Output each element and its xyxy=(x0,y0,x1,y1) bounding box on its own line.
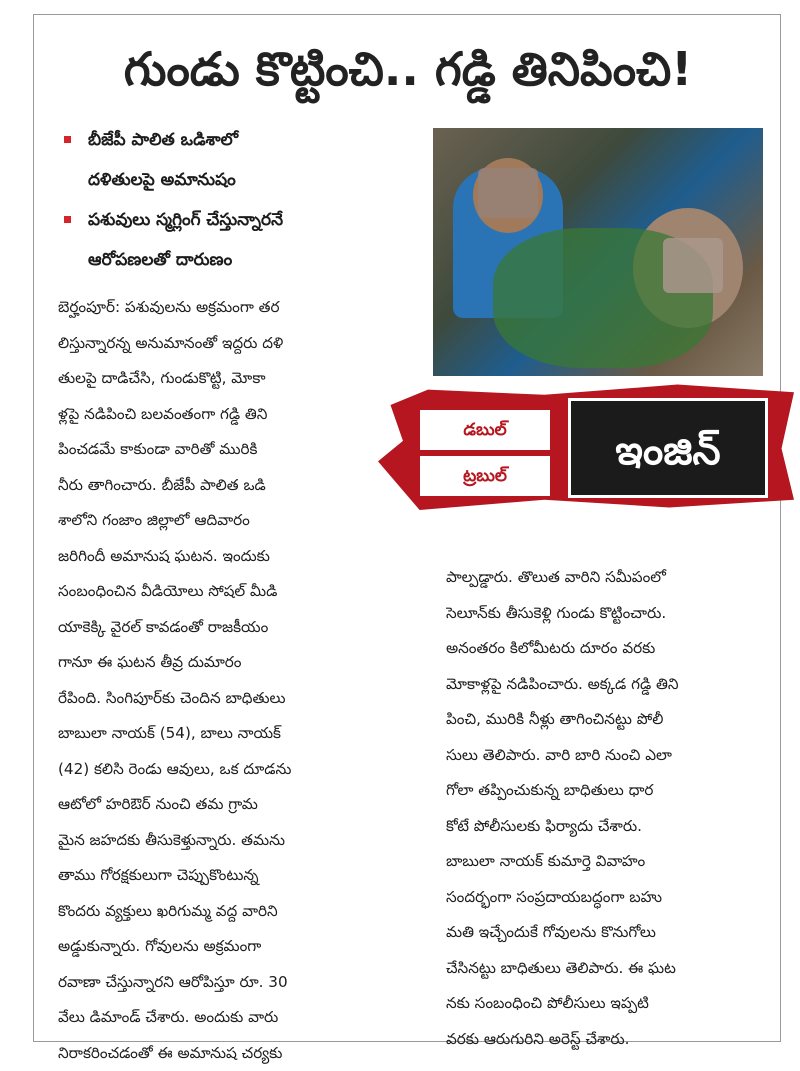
news-photo xyxy=(433,128,763,376)
article-line: బాబులా నాయక్ కుమార్తె వివాహం xyxy=(446,844,756,880)
bullet-square-icon xyxy=(64,216,71,223)
article-line: నీరు తాగించారు. బీజేపీ పాలిత ఒడి xyxy=(58,468,414,504)
article-line: మోకాళ్లపై నడిపించారు. అక్కడ గడ్డి తిని xyxy=(446,667,756,703)
article-line: సులు తెలిపారు. వారి బారి నుంచి ఎలా xyxy=(446,738,756,774)
bullet-text: ఆరోపణలతో దారుణం xyxy=(88,250,232,270)
article-line: పాల్పడ్డారు. తొలుత వారిని సమీపంలో xyxy=(446,560,756,596)
banner-left-labels xyxy=(420,410,550,498)
article-line: నకు సంబంధించి పోలీసులు ఇప్పటి xyxy=(446,986,756,1022)
bullet-item xyxy=(58,200,418,240)
article-line: ళ్లపై నడిపించి బలవంతంగా గడ్డి తిని xyxy=(58,397,414,433)
bullet-item xyxy=(58,120,418,160)
article-line: మతి ఇచ్చేందుకే గోవులను కొనుగోలు xyxy=(446,915,756,951)
article-line: యాకెక్కి వైరల్ కావడంతో రాజకీయం xyxy=(58,610,414,646)
article-line: సెలూన్‌కు తీసుకెళ్లి గుండు కొట్టించారు. xyxy=(446,596,756,632)
article-line: తులపై దాడిచేసి, గుండుకొట్టి, మోకా xyxy=(58,361,414,397)
article-line: మైన జహదకు తీసుకెళ్తున్నారు. తమను xyxy=(58,823,414,859)
article-line: అడ్డుకున్నారు. గోవులను అక్రమంగా xyxy=(58,929,414,965)
article-line: బెర్హంపూర్: పశువులను అక్రమంగా తర xyxy=(58,290,414,326)
bullet-text: పశువులు స్మగ్లింగ్ చేస్తున్నారనే xyxy=(88,210,283,230)
article-line: కోటే పోలీసులకు ఫిర్యాదు చేశారు. xyxy=(446,809,756,845)
bullet-item-continuation xyxy=(58,240,418,280)
article-line: ఆటోలో హరిఔర్ నుంచి తమ గ్రామ xyxy=(58,787,414,823)
article-column-left xyxy=(58,290,414,1071)
article-line: రేపింది. సింగిపూర్‌కు చెందిన బాధితులు xyxy=(58,681,414,717)
article-line: సంబంధించిన వీడియోలు సోషల్ మీడి xyxy=(58,574,414,610)
article-line: నిరాకరించడంతో ఈ అమానుష చర్యకు xyxy=(58,1036,414,1071)
bullet-square-icon xyxy=(64,136,71,143)
article-column-right xyxy=(446,560,756,1057)
article-line: వరకు ఆరుగురిని అరెస్ట్ చేశారు. xyxy=(446,1022,756,1058)
article-line: గోలా తప్పించుకున్న బాధితులు ధార xyxy=(446,773,756,809)
banner-label-trouble: ట్రబుల్ xyxy=(420,456,550,496)
article-line: రవాణా చేస్తున్నారని ఆరోపిస్తూ రూ. 30 xyxy=(58,965,414,1001)
article-line: (42) కలిసి రెండు ఆవులు, ఒక దూడను xyxy=(58,752,414,788)
article-line: శాలోని గంజాం జిల్లాలో ఆదివారం xyxy=(58,503,414,539)
bullet-text: బీజేపీ పాలిత ఒడిశాలో xyxy=(88,130,238,150)
article-line: బాబులా నాయక్ (54), బాలు నాయక్ xyxy=(58,716,414,752)
photo-blur-face xyxy=(478,168,538,218)
article-line: వేలు డిమాండ్ చేశారు. అందుకు వారు xyxy=(58,1000,414,1036)
bullet-item-continuation xyxy=(58,160,418,200)
article-line: కొందరు వ్యక్తులు ఖరిగుమ్మ వద్ద వారిని xyxy=(58,894,414,930)
article-line: గానూ ఈ ఘటన తీవ్ర దుమారం xyxy=(58,645,414,681)
article-line: జరిగిందీ అమానుష ఘటన. ఇందుకు xyxy=(58,539,414,575)
article-line: చేసినట్టు బాధితులు తెలిపారు. ఈ ఘట xyxy=(446,951,756,987)
banner-label-double: డబుల్ xyxy=(420,410,550,450)
banner-label-engine: ఇంజిన్ xyxy=(568,398,768,498)
article-line: పించడమే కాకుండా వారితో మురికి xyxy=(58,432,414,468)
article-line: తాము గోరక్షకులుగా చెప్పుకొంటున్న xyxy=(58,858,414,894)
article-line: పించి, మురికి నీళ్లు తాగించినట్టు పోలీ xyxy=(446,702,756,738)
article-line: లిస్తున్నారన్న అనుమానంతో ఇద్దరు దళి xyxy=(58,326,414,362)
photo-blur-face xyxy=(663,238,723,293)
article-line: సందర్భంగా సంప్రదాయబద్ధంగా బహు xyxy=(446,880,756,916)
article-line: అనంతరం కిలోమీటరు దూరం వరకు xyxy=(446,631,756,667)
headline: గుండు కొట్టించి.. గడ్డి తినిపించి! xyxy=(48,26,768,112)
bullet-text: దళితులపై అమానుషం xyxy=(88,170,236,190)
summary-bullets xyxy=(58,120,418,280)
